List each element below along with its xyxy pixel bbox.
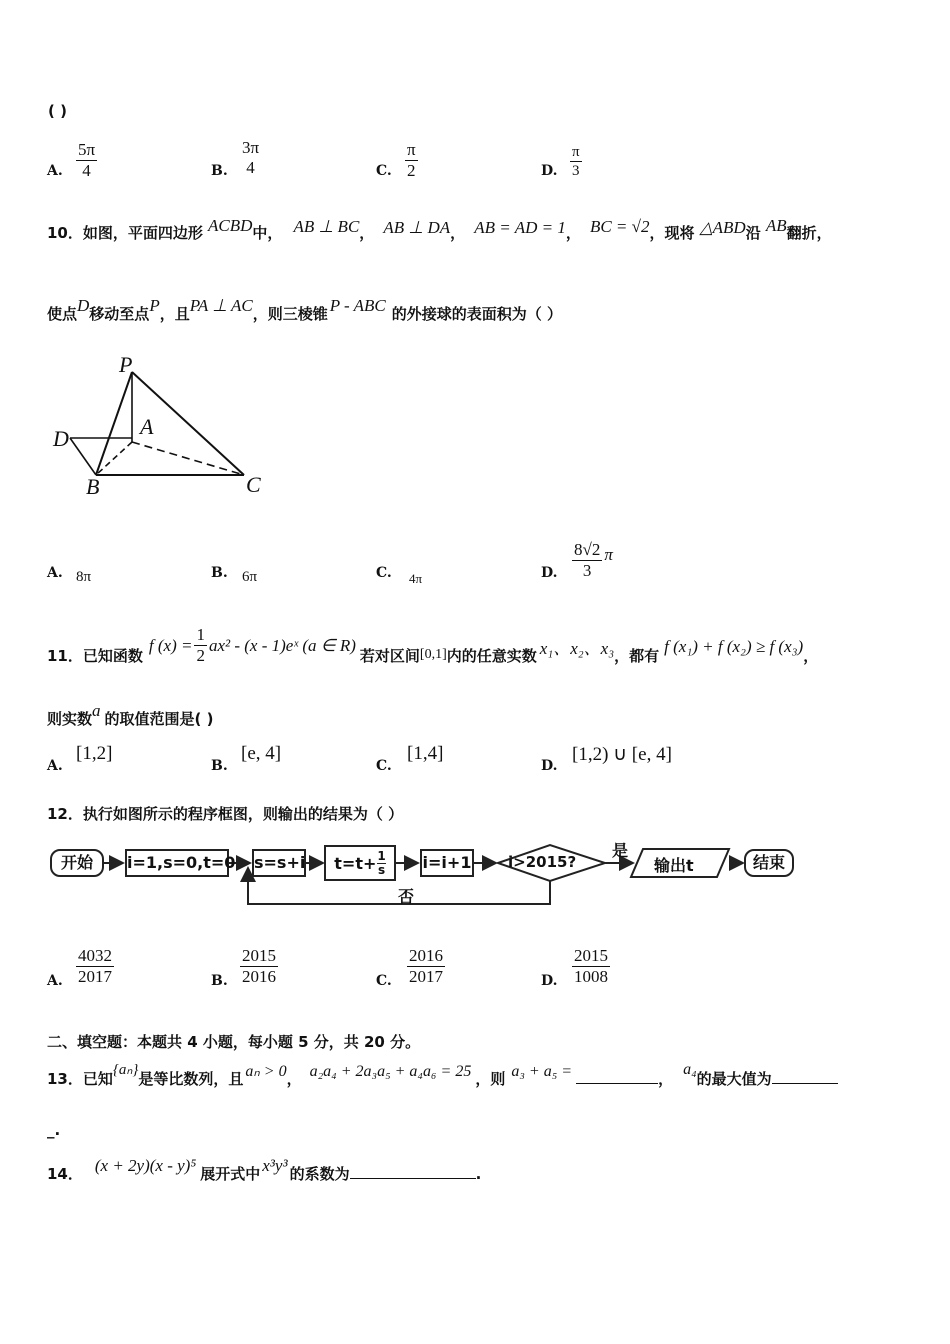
q10-math: ACBD <box>207 216 253 235</box>
q10-text: ，现将 <box>649 224 695 242</box>
q10-option-d-den: 3 <box>582 561 592 580</box>
q14-text: 展开式中 <box>200 1165 261 1183</box>
q10-text: 翻折， <box>786 224 832 242</box>
q10-math: PA ⊥ AC <box>189 296 253 315</box>
q12-option-c-value <box>407 946 445 987</box>
flow-yes-label: 是 <box>612 841 629 860</box>
q11-frac-num: 1 <box>196 625 205 644</box>
label-d: D <box>53 426 69 451</box>
q10-text: 的外接球的表面积为（ ） <box>391 305 563 323</box>
q9-option-c-den: 2 <box>407 161 416 180</box>
q11-text: 内的任意实数 <box>446 647 537 665</box>
q12-option-c-letter: C. <box>376 973 392 989</box>
q12-option-d-letter: D. <box>541 973 558 989</box>
flow-end: 结束 <box>744 849 794 877</box>
q11-line2 <box>47 701 214 729</box>
q13-math: a₃ + a₅ = <box>511 1063 573 1080</box>
q11-math: f (x) = <box>148 635 193 655</box>
q9-option-b-value <box>240 138 261 178</box>
q11-text: ， <box>803 647 819 665</box>
q14-math: x³y³ <box>262 1156 288 1175</box>
q11-math: f (x₁) + f (x₂) ≥ f (x₃) <box>664 636 804 656</box>
q14-number: 14． <box>47 1165 83 1183</box>
q13-math: a₂a₄ + 2a₃a₅ + a₄a₆ = 25 <box>309 1063 472 1080</box>
q9-option-d-den: 3 <box>572 163 580 179</box>
flow-condition: i>2015? <box>508 853 577 871</box>
q11-text: 的取值范围是( ) <box>104 710 214 728</box>
q14-math: (x + 2y)(x - y)⁵ <box>94 1156 197 1175</box>
q10-text: ， <box>565 224 581 242</box>
q13-math: {aₙ} <box>112 1062 139 1078</box>
section2-heading: 二、填空题：本题共 4 小题，每小题 5 分，共 20 分。 <box>47 1033 421 1051</box>
q12-option-c-den: 2017 <box>409 967 443 986</box>
q9-option-a-num: 5π <box>78 140 96 159</box>
q10-math: AB ⊥ DA <box>383 218 451 237</box>
q9-option-c-letter: C. <box>376 163 392 179</box>
q11-text: 已知函数 <box>82 647 143 665</box>
q9-option-d-num: π <box>572 144 580 160</box>
q11-math: x₁、x₂、x₃ <box>539 639 615 658</box>
q12-option-d-den: 1008 <box>574 967 608 986</box>
flow-start: 开始 <box>50 849 104 877</box>
q14-text: 的系数为 <box>289 1165 350 1183</box>
q12-option-d-num: 2015 <box>574 946 608 965</box>
q14-line1 <box>47 1156 482 1184</box>
q11-option-d-value: [1,2) ∪ [e, 4] <box>572 744 672 765</box>
q10-text: ，则三棱锥 <box>252 305 328 323</box>
q13-math: a₄ <box>683 1061 697 1078</box>
flow-t-frac-num: 1 <box>377 848 386 863</box>
q9-option-c-num: π <box>407 140 416 159</box>
q13-text: ， <box>286 1070 302 1088</box>
q10-option-d-suffix: π <box>604 544 613 564</box>
q13-line1 <box>47 1061 838 1089</box>
q10-option-a-value: 8π <box>76 569 92 585</box>
q12-option-a-value <box>76 946 114 987</box>
q10-option-a-letter: A. <box>47 565 63 581</box>
q11-option-c-letter: C. <box>376 758 392 774</box>
q10-option-c-letter: C. <box>376 565 392 581</box>
q12-option-c-num: 2016 <box>409 946 443 965</box>
q12-option-b-den: 2016 <box>242 967 276 986</box>
q11-option-c-value: [1,4] <box>407 743 444 764</box>
q14-blank[interactable] <box>350 1178 476 1179</box>
q11-text: 则实数 <box>47 710 93 728</box>
q10-option-d-value <box>572 540 613 581</box>
q10-text: 如图，平面四边形 <box>82 224 203 242</box>
q10-math: D <box>77 296 90 315</box>
q11-math: ax² - (x - 1)eˣ (a ∈ R) <box>208 635 356 655</box>
q13-blank-1[interactable] <box>576 1083 658 1084</box>
flow-t-frac-den: s <box>377 862 386 877</box>
q10-text: 沿 <box>745 224 761 242</box>
q10-option-d-num: 8√2 <box>574 540 601 559</box>
q11-math: [0,1] <box>419 646 447 662</box>
q9-option-b-letter: B. <box>211 163 228 179</box>
q9-option-b-num: 3π <box>242 138 260 157</box>
q10-text: 移动至点 <box>89 305 150 323</box>
q11-option-d-letter: D. <box>541 758 558 774</box>
q10-text: 中， <box>252 224 283 242</box>
q13-blank-2[interactable] <box>772 1083 838 1084</box>
q10-math: AB <box>765 216 787 235</box>
q10-number: 10． <box>47 224 83 242</box>
q12-text: 执行如图所示的程序框图，则输出的结果为（ ） <box>82 805 404 823</box>
q9-option-a-letter: A. <box>47 163 63 179</box>
q10-math: P - ABC <box>329 296 386 315</box>
q13-text: 已知 <box>82 1070 113 1088</box>
edge-db <box>70 438 96 475</box>
q11-option-b-value: [e, 4] <box>241 743 282 764</box>
flow-no-label: 否 <box>398 887 415 906</box>
q10-text: 使点 <box>47 305 78 323</box>
q12-option-d-value <box>572 946 610 987</box>
q12-option-b-letter: B. <box>211 973 228 989</box>
flow-init: i=1,s=0,t=0 <box>125 849 229 877</box>
q12-option-a-den: 2017 <box>78 967 112 986</box>
q13-number: 13． <box>47 1070 83 1088</box>
flow-s-update: s=s+i <box>252 849 306 877</box>
q10-option-b-letter: B. <box>211 565 228 581</box>
label-c: C <box>246 472 261 497</box>
q11-option-b-letter: B. <box>211 758 228 774</box>
q10-text: ， <box>359 224 375 242</box>
q13-text: 的最大值为 <box>696 1070 772 1088</box>
label-p: P <box>119 352 133 377</box>
flow-output: 输出t <box>654 856 694 875</box>
q12-option-a-num: 4032 <box>78 946 112 965</box>
flow-t-update <box>324 845 396 881</box>
q10-math: AB = AD = 1 <box>474 218 566 237</box>
q9-option-a-den: 4 <box>82 161 91 180</box>
q10-math: BC = √2 <box>589 217 650 236</box>
q11-text: 若对区间 <box>359 647 420 665</box>
q10-line2 <box>47 296 563 324</box>
q13-text: ，则 <box>475 1070 506 1088</box>
flow-t-frac <box>377 850 385 877</box>
q10-option-c-value: 4π <box>409 571 423 586</box>
q12-option-b-value <box>240 946 278 987</box>
q12-option-b-num: 2015 <box>242 946 276 965</box>
q11-number: 11． <box>47 647 83 665</box>
q13-text: ， <box>658 1070 674 1088</box>
label-a: A <box>140 414 154 439</box>
q10-math: AB ⊥ BC <box>293 217 360 236</box>
q10-math: P <box>149 296 160 315</box>
q11-math: a <box>92 701 101 720</box>
q9-option-d-value <box>570 143 582 180</box>
q12-line1 <box>47 803 403 824</box>
label-b: B <box>86 474 100 499</box>
q11-line1 <box>47 625 818 666</box>
q9-option-c-value <box>405 140 418 181</box>
flow-i-update: i=i+1 <box>420 849 474 877</box>
q13-tail: _. <box>47 1121 61 1139</box>
q10-text: ，且 <box>159 305 190 323</box>
q11-text: ，都有 <box>614 647 660 665</box>
q11-option-a-value: [1,2] <box>76 743 113 764</box>
q11-frac-den: 2 <box>196 646 205 665</box>
q10-option-b-value: 6π <box>242 569 258 585</box>
q12-number: 12． <box>47 805 83 823</box>
q11-option-a-letter: A. <box>47 758 63 774</box>
q14-text: . <box>475 1165 482 1183</box>
q10-text: ， <box>450 224 466 242</box>
q9-paren: ( ) <box>48 102 67 120</box>
q13-math: aₙ > 0 <box>245 1063 287 1080</box>
q10-math: △ABD <box>699 218 746 237</box>
q9-option-d-letter: D. <box>541 163 558 179</box>
q13-text: 是等比数列，且 <box>138 1070 244 1088</box>
flow-t-update-prefix: t=t+ <box>334 853 377 873</box>
q10-pyramid-figure <box>48 350 278 500</box>
q9-option-b-den: 4 <box>246 158 255 177</box>
q9-option-a-value <box>76 140 97 181</box>
q10-line1 <box>47 216 832 243</box>
q10-option-d-letter: D. <box>541 565 558 581</box>
q12-option-a-letter: A. <box>47 973 63 989</box>
